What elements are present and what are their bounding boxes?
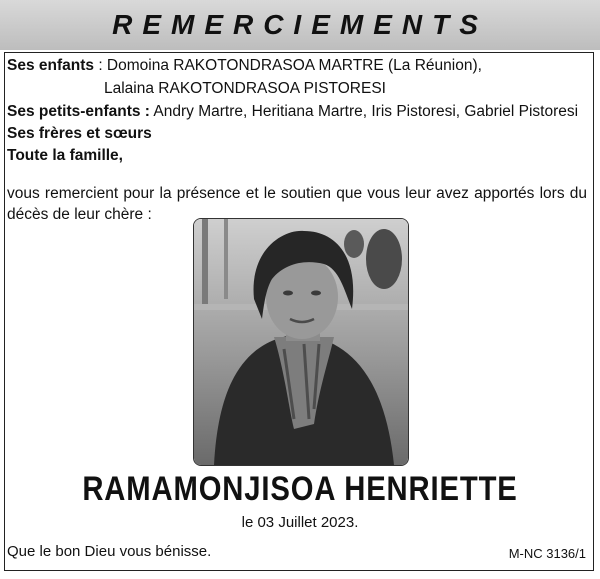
death-date: le 03 Juillet 2023. [241, 514, 359, 531]
children-names-1: : Domoina RAKOTONDRASOA MARTRE (La Réunion), [94, 57, 482, 74]
header-banner [0, 0, 600, 50]
page-title: REMERCIEMENTS [112, 9, 488, 40]
deceased-name: RAMAMONJISOA HENRIETTE [82, 470, 518, 508]
thanks-message: vous remercient pour la présence et le soutien que vous leur avez apportés lors du décès de leur chère : [7, 185, 587, 223]
children-line-1 [7, 56, 482, 75]
siblings-label: Ses frères et sœurs [7, 125, 152, 142]
family-label: Toute la famille, [7, 147, 123, 164]
grandchildren-line [7, 102, 578, 121]
grandchildren-names: Andry Martre, Heritiana Martre, Iris Pistoresi, Gabriel Pistoresi [149, 103, 579, 120]
reference-code: M-NC 3136/1 [508, 546, 586, 561]
portrait-photo [193, 218, 409, 466]
portrait-image [194, 219, 408, 465]
children-names-2: Lalaina RAKOTONDRASOA PISTORESI [104, 80, 386, 97]
grandchildren-label: Ses petits-enfants : [7, 103, 150, 120]
children-label: Ses enfants [7, 57, 95, 74]
blessing-text: Que le bon Dieu vous bénisse. [7, 543, 212, 560]
